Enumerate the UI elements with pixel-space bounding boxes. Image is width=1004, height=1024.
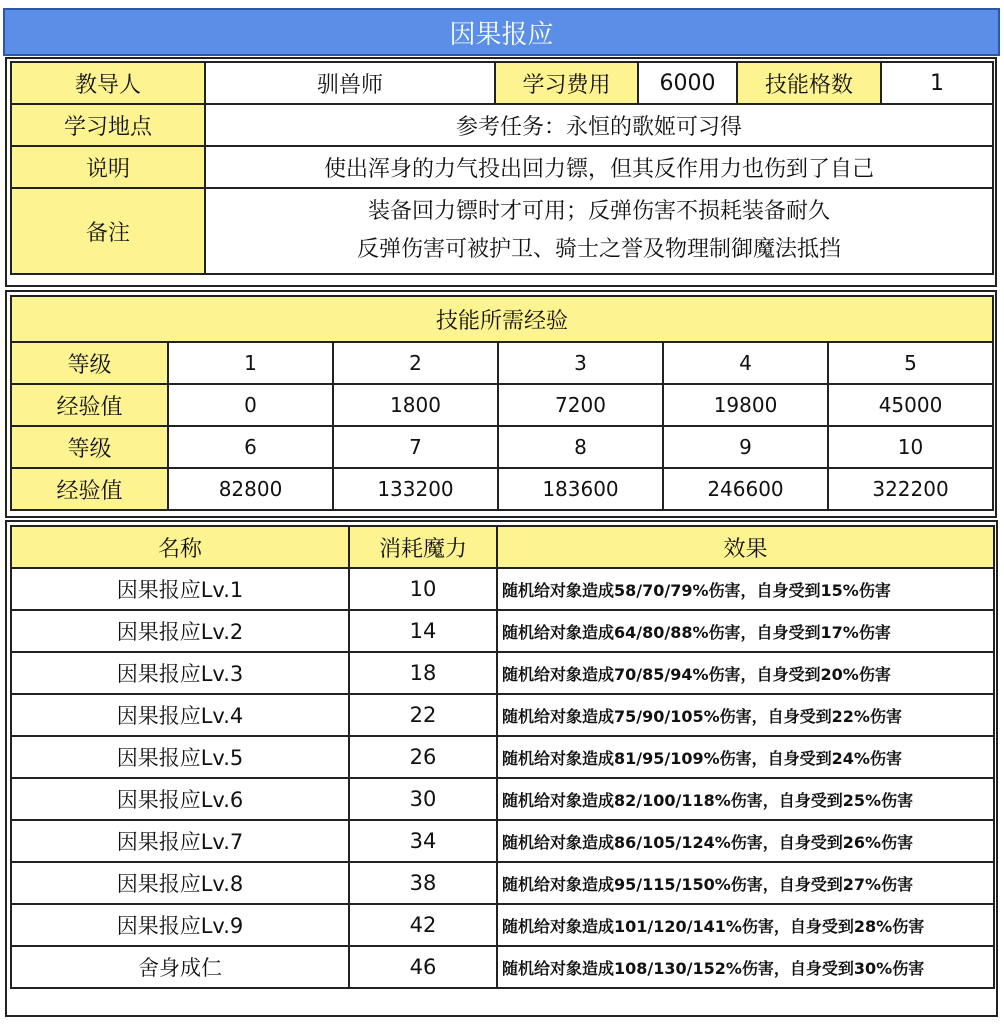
exp-cell: 322200	[828, 468, 993, 510]
exp-cell: 45000	[828, 384, 993, 426]
note-label: 备注	[11, 188, 205, 274]
skill-effect: 随机给对象造成101/120/141%伤害，自身受到28%伤害	[497, 904, 994, 946]
skill-name: 因果报应Lv.2	[11, 610, 349, 652]
skill-effect: 随机给对象造成108/130/152%伤害，自身受到30%伤害	[497, 946, 994, 988]
table-row	[11, 862, 994, 904]
exp-cell: 82800	[168, 468, 333, 510]
slots-label: 技能格数	[737, 62, 881, 104]
table-row	[11, 652, 994, 694]
fee-value: 6000	[638, 62, 737, 104]
skill-name: 因果报应Lv.8	[11, 862, 349, 904]
mp-header: 消耗魔力	[349, 526, 497, 568]
skill-mp: 42	[349, 904, 497, 946]
level-label: 等级	[11, 342, 168, 384]
level-cell: 7	[333, 426, 498, 468]
effect-header: 效果	[497, 526, 994, 568]
table-row	[11, 568, 994, 610]
table-row	[11, 904, 994, 946]
level-cell: 4	[663, 342, 828, 384]
level-cell: 10	[828, 426, 993, 468]
skill-name: 因果报应Lv.9	[11, 904, 349, 946]
exp-cell: 183600	[498, 468, 663, 510]
skill-mp: 10	[349, 568, 497, 610]
skill-effect: 随机给对象造成58/70/79%伤害，自身受到15%伤害	[497, 568, 994, 610]
table-row	[11, 610, 994, 652]
skill-effect: 随机给对象造成82/100/118%伤害，自身受到25%伤害	[497, 778, 994, 820]
level-cell: 6	[168, 426, 333, 468]
skill-name: 因果报应Lv.1	[11, 568, 349, 610]
skill-name: 因果报应Lv.7	[11, 820, 349, 862]
skills-table	[10, 525, 995, 989]
skill-name: 因果报应Lv.4	[11, 694, 349, 736]
exp-cell: 7200	[498, 384, 663, 426]
skill-mp: 30	[349, 778, 497, 820]
info-table	[10, 61, 994, 275]
skill-mp: 22	[349, 694, 497, 736]
skill-effect: 随机给对象造成86/105/124%伤害，自身受到26%伤害	[497, 820, 994, 862]
skill-effect: 随机给对象造成64/80/88%伤害，自身受到17%伤害	[497, 610, 994, 652]
exp-cell: 1800	[333, 384, 498, 426]
level-cell: 1	[168, 342, 333, 384]
skill-effect: 随机给对象造成95/115/150%伤害，自身受到27%伤害	[497, 862, 994, 904]
level-cell: 9	[663, 426, 828, 468]
skill-name: 因果报应Lv.6	[11, 778, 349, 820]
level-cell: 2	[333, 342, 498, 384]
exp-cell: 19800	[663, 384, 828, 426]
fee-label: 学习费用	[495, 62, 638, 104]
skill-mp: 14	[349, 610, 497, 652]
level-cell: 3	[498, 342, 663, 384]
exp-cell: 133200	[333, 468, 498, 510]
skill-effect: 随机给对象造成75/90/105%伤害，自身受到22%伤害	[497, 694, 994, 736]
skill-mp: 46	[349, 946, 497, 988]
skill-mp: 38	[349, 862, 497, 904]
exp-label: 经验值	[11, 384, 168, 426]
skill-mp: 18	[349, 652, 497, 694]
skill-effect: 随机给对象造成70/85/94%伤害，自身受到20%伤害	[497, 652, 994, 694]
note-value	[205, 188, 993, 274]
name-header: 名称	[11, 526, 349, 568]
skill-mp: 26	[349, 736, 497, 778]
desc-label: 说明	[11, 146, 205, 188]
exp-cell: 0	[168, 384, 333, 426]
teacher-value: 驯兽师	[205, 62, 495, 104]
skill-mp: 34	[349, 820, 497, 862]
skill-name: 因果报应Lv.5	[11, 736, 349, 778]
table-row	[11, 694, 994, 736]
page-title: 因果报应	[3, 8, 1000, 56]
exp-table	[10, 295, 994, 511]
exp-label: 经验值	[11, 468, 168, 510]
exp-cell: 246600	[663, 468, 828, 510]
level-cell: 5	[828, 342, 993, 384]
table-row	[11, 778, 994, 820]
skill-name: 因果报应Lv.3	[11, 652, 349, 694]
note-line-2: 反弹伤害可被护卫、骑士之誉及物理制御魔法抵挡	[356, 237, 841, 262]
level-cell: 8	[498, 426, 663, 468]
skill-name: 舍身成仁	[11, 946, 349, 988]
table-row	[11, 736, 994, 778]
slots-value: 1	[881, 62, 993, 104]
location-label: 学习地点	[11, 104, 205, 146]
desc-value: 使出浑身的力气投出回力镖，但其反作用力也伤到了自己	[205, 146, 993, 188]
table-row	[11, 820, 994, 862]
location-value: 参考任务：永恒的歌姬可习得	[205, 104, 993, 146]
exp-header: 技能所需经验	[11, 296, 993, 342]
skill-effect: 随机给对象造成81/95/109%伤害，自身受到24%伤害	[497, 736, 994, 778]
level-label: 等级	[11, 426, 168, 468]
note-line-1: 装备回力镖时才可用；反弹伤害不损耗装备耐久	[367, 199, 830, 224]
teacher-label: 教导人	[11, 62, 205, 104]
table-row	[11, 946, 994, 988]
